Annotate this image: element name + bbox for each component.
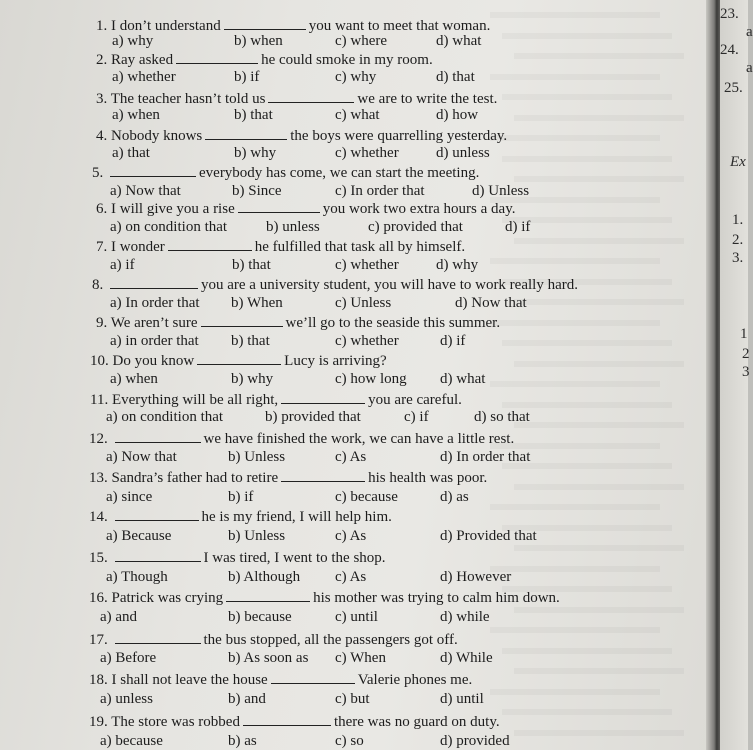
question-text-before: We aren’t sure xyxy=(110,315,198,331)
answer-option[interactable]: a) because xyxy=(100,733,163,749)
show-through-line xyxy=(514,168,684,182)
answer-option[interactable]: d) why xyxy=(436,257,479,273)
question-text-after: you are a university student, you will have to work really hard. xyxy=(201,277,578,293)
show-through-line xyxy=(502,394,672,408)
question-number: 4. xyxy=(96,128,111,144)
answer-option[interactable]: c) When xyxy=(335,650,386,666)
answer-option[interactable]: c) As xyxy=(335,528,367,544)
question-text-before: The teacher hasn’t told us xyxy=(110,91,266,107)
question-text-before: Nobody knows xyxy=(111,128,203,144)
answer-option[interactable]: a) in order that xyxy=(110,333,199,349)
question-number: 19. xyxy=(89,714,112,730)
show-through-line xyxy=(514,353,684,367)
question-line xyxy=(89,712,500,731)
question-line xyxy=(89,630,458,649)
question-text-before: Do you know xyxy=(112,353,195,369)
show-through-line xyxy=(514,660,684,674)
show-through-line xyxy=(502,25,672,39)
question-text-after: you want to meet that woman. xyxy=(308,18,491,34)
show-through-line xyxy=(490,435,660,449)
question-line xyxy=(96,50,433,69)
question-text-before: Patrick was crying xyxy=(111,590,224,606)
answer-blank[interactable] xyxy=(268,89,354,103)
question-line xyxy=(89,670,472,689)
answer-blank[interactable] xyxy=(110,163,196,177)
answer-option[interactable]: c) why xyxy=(335,69,377,85)
answer-option[interactable]: d) if xyxy=(505,219,531,235)
show-through-line xyxy=(514,476,684,490)
answer-option[interactable]: a) In order that xyxy=(110,295,200,311)
answer-option[interactable]: a) why xyxy=(112,33,154,49)
question-number: 17. xyxy=(89,632,112,648)
answer-option[interactable]: a) Because xyxy=(106,528,172,544)
answer-blank[interactable] xyxy=(205,126,287,140)
facing-page-number: 2. xyxy=(732,232,744,248)
answer-blank[interactable] xyxy=(176,50,258,64)
answer-option[interactable]: c) how long xyxy=(335,371,407,387)
question-text-after: I was tired, I went to the shop. xyxy=(203,550,386,566)
answer-option[interactable]: a) whether xyxy=(112,69,176,85)
show-through-line xyxy=(502,332,672,346)
question-number: 11. xyxy=(90,392,112,408)
answer-option[interactable]: d) Provided that xyxy=(440,528,537,544)
show-through-line xyxy=(490,619,660,633)
question-text-before: Everything will be all right, xyxy=(111,392,279,408)
question-text-after: his mother was trying to calm him down. xyxy=(313,590,560,606)
answer-option[interactable]: a) Now that xyxy=(106,449,177,465)
answer-option[interactable]: d) In order that xyxy=(440,449,531,465)
show-through-line xyxy=(514,537,684,551)
answer-option[interactable]: b) As soon as xyxy=(228,650,309,666)
question-line xyxy=(96,126,507,145)
show-through-line xyxy=(502,86,672,100)
answer-blank[interactable] xyxy=(226,588,310,602)
question-number: 15. xyxy=(89,550,112,566)
answer-option[interactable]: d) so that xyxy=(474,409,530,425)
answer-blank[interactable] xyxy=(115,548,201,562)
answer-blank[interactable] xyxy=(281,468,365,482)
question-text-after: the bus stopped, all the passengers got off. xyxy=(203,632,458,648)
question-text-before: Sandra’s father had to retire xyxy=(111,470,279,486)
facing-page-number: 1. xyxy=(732,212,744,228)
question-text-after: Valerie phones me. xyxy=(357,672,473,688)
show-through-line xyxy=(490,127,660,141)
question-text-after: he fulfilled that task all by himself. xyxy=(254,239,466,255)
answer-option[interactable]: a) when xyxy=(112,107,160,123)
answer-option[interactable]: c) but xyxy=(335,691,370,707)
answer-option[interactable]: b) if xyxy=(234,69,260,85)
show-through-line xyxy=(490,558,660,572)
question-line xyxy=(92,275,578,294)
show-through-line xyxy=(490,681,660,695)
answer-blank[interactable] xyxy=(271,670,355,684)
facing-page-number: 25. xyxy=(724,80,743,96)
answer-option[interactable]: a) on condition that xyxy=(106,409,224,425)
question-number: 13. xyxy=(89,470,112,486)
question-line xyxy=(96,313,500,332)
answer-blank[interactable] xyxy=(115,630,201,644)
answer-option[interactable]: d) what xyxy=(440,371,486,387)
answer-option[interactable]: a) that xyxy=(112,145,150,161)
show-through-line xyxy=(514,45,684,59)
show-through-line xyxy=(502,701,672,715)
question-line xyxy=(96,16,490,35)
facing-page-number: 2 xyxy=(742,346,750,362)
question-line xyxy=(89,429,514,448)
question-number: 9. xyxy=(96,315,111,331)
facing-page-edge xyxy=(720,0,753,750)
show-through-line xyxy=(514,722,684,736)
answer-option[interactable]: c) whether xyxy=(335,333,399,349)
answer-option[interactable]: a) and xyxy=(100,609,138,625)
answer-option[interactable]: d) unless xyxy=(436,145,490,161)
answer-option[interactable]: a) since xyxy=(106,489,153,505)
answer-option[interactable]: b) that xyxy=(231,333,270,349)
answer-option[interactable]: b) Unless xyxy=(228,528,286,544)
question-text-after: he is my friend, I will help him. xyxy=(201,509,392,525)
question-line xyxy=(90,351,387,370)
facing-page-number: 24. xyxy=(720,42,739,58)
question-text-after: you work two extra hours a day. xyxy=(322,201,516,217)
answer-option[interactable]: d) provided xyxy=(440,733,510,749)
answer-option[interactable]: b) why xyxy=(231,371,274,387)
question-line xyxy=(89,507,392,526)
show-through-line xyxy=(490,4,660,18)
question-number: 2. xyxy=(96,52,111,68)
facing-page-number: a xyxy=(746,60,753,76)
question-text-after: we are to write the test. xyxy=(357,91,498,107)
question-line xyxy=(96,237,465,256)
question-line xyxy=(96,89,497,108)
answer-option[interactable]: c) because xyxy=(335,489,398,505)
answer-option[interactable]: b) Since xyxy=(232,183,282,199)
answer-option[interactable]: d) Unless xyxy=(472,183,530,199)
answer-option[interactable]: c) so xyxy=(335,733,364,749)
answer-blank[interactable] xyxy=(281,390,365,404)
answer-option[interactable]: a) if xyxy=(110,257,135,273)
question-number: 7. xyxy=(96,239,111,255)
answer-option[interactable]: a) Before xyxy=(100,650,157,666)
answer-option[interactable]: c) As xyxy=(335,569,367,585)
answer-option[interactable]: b) and xyxy=(228,691,266,707)
show-through-line xyxy=(514,414,684,428)
answer-option[interactable]: b) Although xyxy=(228,569,301,585)
answer-option[interactable]: d) However xyxy=(440,569,512,585)
answer-option[interactable]: a) Now that xyxy=(110,183,181,199)
answer-option[interactable]: a) unless xyxy=(100,691,153,707)
answer-option[interactable]: c) whether xyxy=(335,257,399,273)
answer-option[interactable]: c) what xyxy=(335,107,380,123)
answer-blank[interactable] xyxy=(238,199,320,213)
answer-option[interactable]: d) as xyxy=(440,489,469,505)
show-through-line xyxy=(514,230,684,244)
answer-blank[interactable] xyxy=(224,16,306,30)
question-text-after: the boys were quarrelling yesterday. xyxy=(290,128,508,144)
show-through-line xyxy=(490,373,660,387)
question-number: 14. xyxy=(89,509,112,525)
answer-option[interactable]: c) whether xyxy=(335,145,399,161)
show-through-line xyxy=(490,496,660,510)
answer-option[interactable]: c) if xyxy=(404,409,429,425)
answer-option[interactable]: c) provided that xyxy=(368,219,463,235)
question-text-before: I will give you a rise xyxy=(111,201,235,217)
answer-option[interactable]: d) what xyxy=(436,33,482,49)
question-number: 6. xyxy=(96,201,111,217)
answer-option[interactable]: a) on condition that xyxy=(110,219,228,235)
facing-page-number: 3 xyxy=(742,364,750,380)
answer-option[interactable]: c) In order that xyxy=(335,183,425,199)
answer-option[interactable]: b) provided that xyxy=(265,409,361,425)
answer-blank[interactable] xyxy=(115,507,199,521)
question-text-before: I don’t understand xyxy=(111,18,221,34)
question-text-after: there was no guard on duty. xyxy=(333,714,500,730)
facing-page-number: a xyxy=(746,24,753,40)
show-through-line xyxy=(490,312,660,326)
answer-option[interactable]: d) while xyxy=(440,609,490,625)
answer-option[interactable]: a) when xyxy=(110,371,158,387)
question-number: 5. xyxy=(92,165,107,181)
answer-blank[interactable] xyxy=(168,237,252,251)
answer-option[interactable]: b) because xyxy=(228,609,292,625)
answer-option[interactable]: c) where xyxy=(335,33,388,49)
question-text-before: Ray asked xyxy=(111,52,174,68)
question-text-after: his health was poor. xyxy=(368,470,488,486)
answer-option[interactable]: c) As xyxy=(335,449,367,465)
answer-blank[interactable] xyxy=(197,351,281,365)
question-text-before: The store was robbed xyxy=(111,714,240,730)
question-number: 16. xyxy=(89,590,112,606)
question-number: 10. xyxy=(90,353,113,369)
answer-option[interactable]: b) when xyxy=(234,33,283,49)
answer-blank[interactable] xyxy=(201,313,283,327)
question-text-before: I wonder xyxy=(111,239,165,255)
answer-option[interactable]: d) until xyxy=(440,691,484,707)
show-through-line xyxy=(514,107,684,121)
answer-option[interactable]: b) if xyxy=(228,489,254,505)
show-through-line xyxy=(490,250,660,264)
show-through-line xyxy=(490,66,660,80)
show-through-text xyxy=(470,0,710,750)
question-text-after: you are careful. xyxy=(368,392,462,408)
facing-page-number: 3. xyxy=(732,250,744,266)
answer-option[interactable]: d) Now that xyxy=(455,295,527,311)
answer-option[interactable]: a) Though xyxy=(106,569,168,585)
show-through-line xyxy=(502,148,672,162)
answer-blank[interactable] xyxy=(110,275,198,289)
question-line xyxy=(92,163,479,182)
question-line xyxy=(90,390,462,409)
answer-option[interactable]: c) Unless xyxy=(335,295,392,311)
question-text-before: I shall not leave the house xyxy=(111,672,268,688)
question-text-after: we have finished the work, we can have a little rest. xyxy=(203,431,515,447)
question-line xyxy=(89,468,487,487)
answer-option[interactable]: b) unless xyxy=(266,219,320,235)
answer-option[interactable]: d) that xyxy=(436,69,475,85)
answer-option[interactable]: b) that xyxy=(232,257,271,273)
answer-option[interactable]: c) until xyxy=(335,609,378,625)
answer-option[interactable]: d) While xyxy=(440,650,493,666)
question-number: 12. xyxy=(89,431,112,447)
facing-page-number: 1 xyxy=(740,326,748,342)
question-line xyxy=(96,199,515,218)
answer-blank[interactable] xyxy=(115,429,201,443)
show-through-line xyxy=(502,640,672,654)
question-text-after: Lucy is arriving? xyxy=(284,353,387,369)
answer-option[interactable]: d) how xyxy=(436,107,479,123)
question-number: 1. xyxy=(96,18,111,34)
question-text-after: we’ll go to the seaside this summer. xyxy=(285,315,501,331)
answer-option[interactable]: b) as xyxy=(228,733,257,749)
question-number: 18. xyxy=(89,672,112,688)
answer-option[interactable]: b) When xyxy=(231,295,283,311)
question-number: 3. xyxy=(96,91,111,107)
question-text-after: he could smoke in my room. xyxy=(261,52,433,68)
answer-blank[interactable] xyxy=(243,712,331,726)
answer-option[interactable]: d) if xyxy=(440,333,466,349)
answer-option[interactable]: b) why xyxy=(234,145,277,161)
answer-option[interactable]: b) that xyxy=(234,107,273,123)
facing-page-number: 23. xyxy=(720,6,739,22)
question-line xyxy=(89,588,560,607)
facing-page-number: Ex xyxy=(730,154,746,170)
question-number: 8. xyxy=(92,277,107,293)
question-text-after: everybody has come, we can start the meeting. xyxy=(199,165,480,181)
answer-option[interactable]: b) Unless xyxy=(228,449,286,465)
question-line xyxy=(89,548,386,567)
